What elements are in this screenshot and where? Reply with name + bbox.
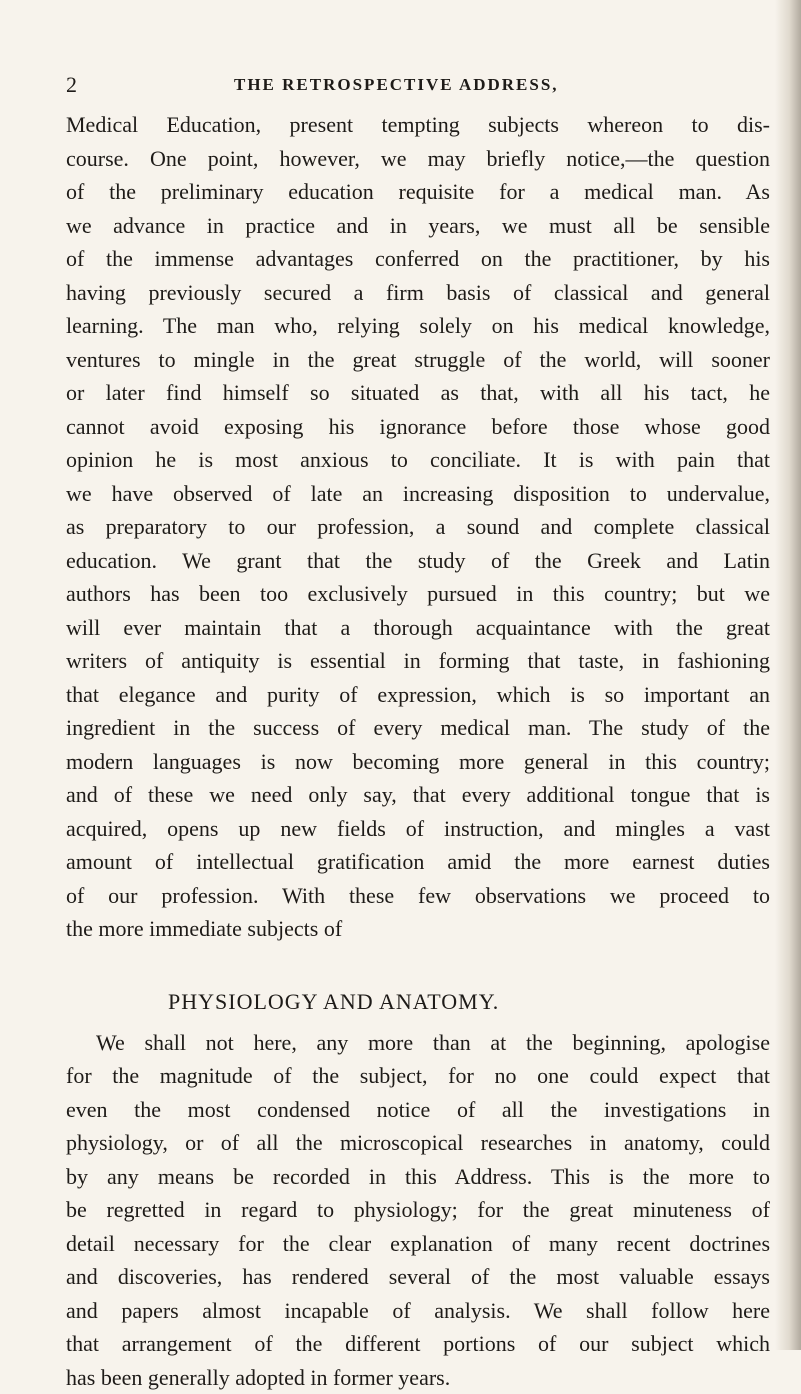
text-line: and of these we need only say, that every additional tongue that is bbox=[66, 778, 770, 812]
paragraph-1 bbox=[66, 108, 770, 946]
text-line: even the most condensed notice of all the investigations in bbox=[66, 1093, 770, 1127]
page-number: 2 bbox=[66, 72, 78, 98]
text-line: education. We grant that the study of the Greek and Latin bbox=[66, 544, 770, 578]
body-text bbox=[66, 108, 770, 1394]
text-line: having previously secured a firm basis of classical and general bbox=[66, 276, 770, 310]
running-head: THE RETROSPECTIVE ADDRESS, bbox=[234, 75, 559, 95]
page-edge-shadow bbox=[775, 0, 801, 1350]
text-line: and discoveries, has rendered several of the most valuable essays bbox=[66, 1260, 770, 1294]
text-line: for the magnitude of the subject, for no one could expect that bbox=[66, 1059, 770, 1093]
section-heading: PHYSIOLOGY AND ANATOMY. bbox=[66, 980, 770, 1024]
text-line: of the immense advantages conferred on the practitioner, by his bbox=[66, 242, 770, 276]
text-line: of our profession. With these few observations we proceed to bbox=[66, 879, 770, 913]
text-line: or later find himself so situated as that, with all his tact, he bbox=[66, 376, 770, 410]
text-line: acquired, opens up new fields of instruction, and mingles a vast bbox=[66, 812, 770, 846]
page-header bbox=[66, 72, 766, 102]
text-line: will ever maintain that a thorough acquaintance with the great bbox=[66, 611, 770, 645]
text-line: learning. The man who, relying solely on his medical knowledge, bbox=[66, 309, 770, 343]
text-line: the more immediate subjects of bbox=[66, 912, 770, 946]
text-line: physiology, or of all the microscopical researches in anatomy, could bbox=[66, 1126, 770, 1160]
text-line: as preparatory to our profession, a sound and complete classical bbox=[66, 510, 770, 544]
text-line: of the preliminary education requisite for a medical man. As bbox=[66, 175, 770, 209]
text-line: detail necessary for the clear explanation of many recent doctrines bbox=[66, 1227, 770, 1261]
text-line: ingredient in the success of every medical man. The study of the bbox=[66, 711, 770, 745]
text-line: that elegance and purity of expression, which is so important an bbox=[66, 678, 770, 712]
text-line: We shall not here, any more than at the beginning, apologise bbox=[66, 1026, 770, 1060]
text-line: has been generally adopted in former years. bbox=[66, 1361, 770, 1394]
text-line: by any means be recorded in this Address. This is the more to bbox=[66, 1160, 770, 1194]
text-line: that arrangement of the different portions of our subject which bbox=[66, 1327, 770, 1361]
text-line: modern languages is now becoming more general in this country; bbox=[66, 745, 770, 779]
text-line: ventures to mingle in the great struggle of the world, will sooner bbox=[66, 343, 770, 377]
text-line: we have observed of late an increasing disposition to undervalue, bbox=[66, 477, 770, 511]
text-line: Medical Education, present tempting subjects whereon to dis- bbox=[66, 108, 770, 142]
text-line: amount of intellectual gratification amid the more earnest duties bbox=[66, 845, 770, 879]
text-line: and papers almost incapable of analysis. We shall follow here bbox=[66, 1294, 770, 1328]
text-line: writers of antiquity is essential in forming that taste, in fashioning bbox=[66, 644, 770, 678]
text-line: opinion he is most anxious to conciliate. It is with pain that bbox=[66, 443, 770, 477]
paragraph-2 bbox=[66, 1026, 770, 1394]
text-line: authors has been too exclusively pursued in this country; but we bbox=[66, 577, 770, 611]
text-line: cannot avoid exposing his ignorance before those whose good bbox=[66, 410, 770, 444]
text-line: course. One point, however, we may briefly notice,—the question bbox=[66, 142, 770, 176]
text-line: be regretted in regard to physiology; for the great minuteness of bbox=[66, 1193, 770, 1227]
text-line: we advance in practice and in years, we must all be sensible bbox=[66, 209, 770, 243]
